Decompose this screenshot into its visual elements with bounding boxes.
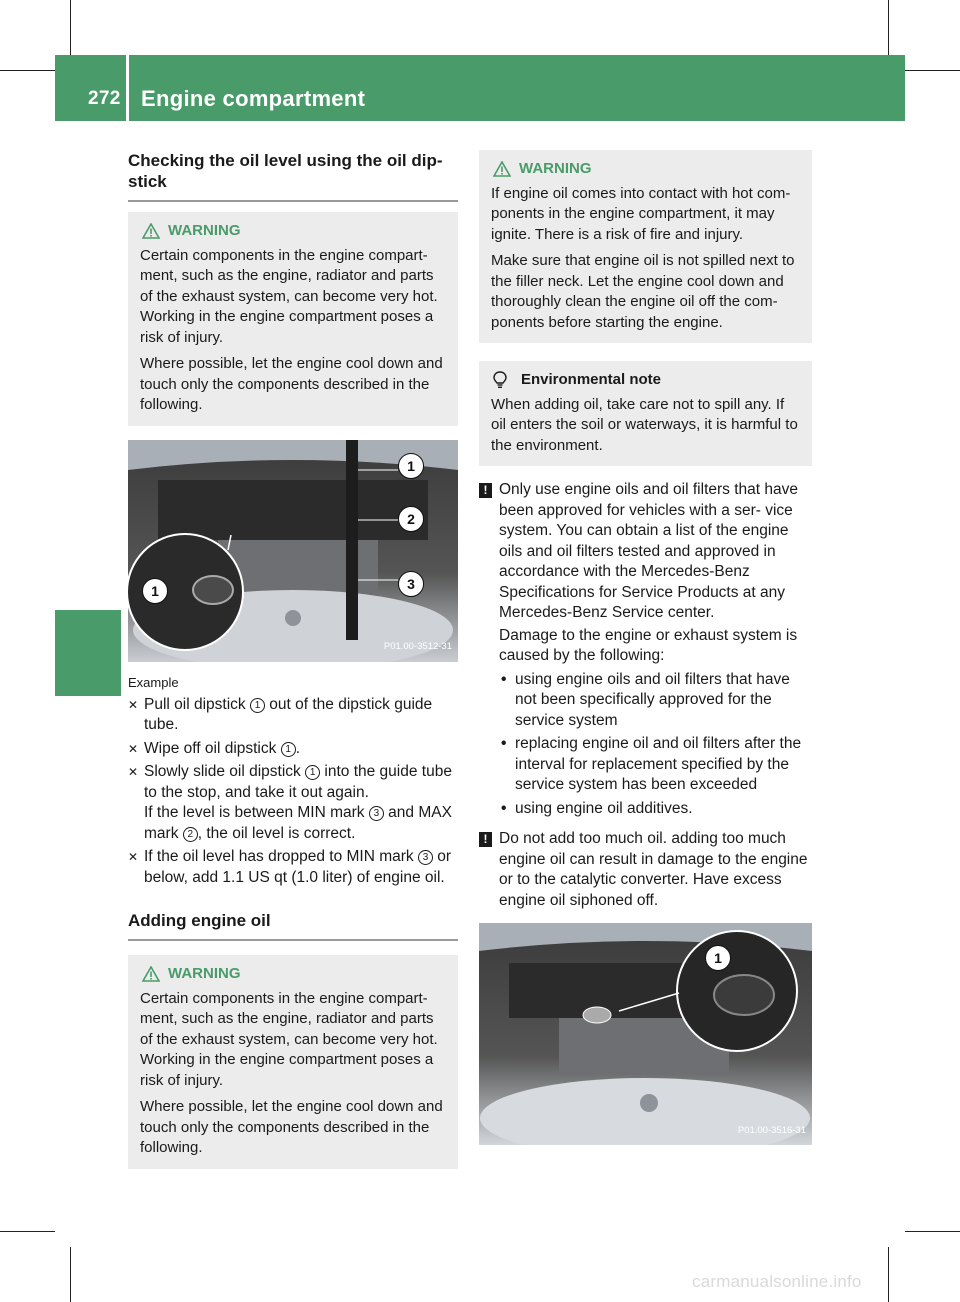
page-number: 272 — [88, 88, 121, 109]
crop-mark — [0, 1231, 55, 1232]
callout-1: 1 — [398, 453, 424, 479]
crop-mark — [70, 1247, 71, 1302]
right-column — [479, 150, 812, 1145]
list-item: • using engine oil additives. — [499, 799, 812, 820]
list-item: • using engine oils and oil filters that have not been specifically approved for the service system — [499, 670, 812, 732]
engine-illustration — [479, 923, 812, 1145]
side-tab — [55, 610, 121, 696]
photo-code: P01.00-3516-31 — [737, 1124, 806, 1136]
crop-mark — [888, 0, 889, 55]
ref-marker: 1 — [281, 742, 296, 757]
warning-header — [142, 964, 448, 985]
environment-note-text: When adding oil, take care not to spill any. If oil enters the soil or waterways, it is harmful to the environment. — [491, 395, 798, 454]
warning-label: WARNING — [168, 965, 241, 982]
warning-label: WARNING — [519, 160, 592, 177]
notice-item: ! Do not add too much oil. adding too much engine oil can result in damage to the engine or to the catalytic converter. Have excess engine oil siphoned off. — [479, 829, 812, 911]
callout-2: 2 — [398, 506, 424, 532]
crop-mark — [70, 0, 71, 55]
warning-text: Where possible, let the engine cool down and touch only the components described in the following. — [140, 355, 443, 413]
instruction-step: ✕ Slowly slide oil dipstick 1 into the guide tube to the stop, and take it out again. If the level is between MIN mark 3 and MAX mark 2 , the oil level is correct. — [128, 762, 458, 844]
warning-triangle-icon — [493, 161, 511, 177]
instruction-step: ✕ Pull oil dipstick 1 out of the dipstick guide tube. — [128, 695, 458, 736]
notice-icon: ! — [479, 832, 492, 847]
instruction-step: ✕ Wipe off oil dipstick 1 . — [128, 739, 458, 760]
warning-text: Certain components in the engine compart- ment, such as the engine, radiator and parts of the exhaust system, can become very hot. Working in the engine compartment poses a risk of injury. — [140, 989, 438, 1089]
warning-box — [128, 955, 458, 1169]
engine-photo-oil-filler — [479, 923, 812, 1145]
photo-caption: Example — [128, 674, 179, 690]
ref-marker: 1 — [250, 698, 265, 713]
side-section-title: Maintenance and care — [74, 282, 99, 518]
watermark: carmanualsonline.info — [692, 1272, 862, 1291]
warning-header — [493, 159, 802, 180]
crop-mark — [0, 70, 55, 71]
warning-header — [142, 221, 448, 242]
callout-1-inset: 1 — [142, 578, 168, 604]
warning-triangle-icon — [142, 966, 160, 982]
ref-marker: 2 — [183, 827, 198, 842]
ref-marker: 1 — [305, 765, 320, 780]
warning-box — [479, 150, 812, 343]
section-title-adding: Adding engine oil — [128, 910, 458, 941]
warning-text: Make sure that engine oil is not spilled next to the filler neck. Let the engine cool down and thoroughly clean the engine oil off the com- ponents before starting the engine. — [491, 252, 795, 331]
ref-marker: 3 — [418, 850, 433, 865]
environment-note-box — [479, 361, 812, 466]
warning-text: Certain components in the engine compart- ment, such as the engine, radiator and parts of the exhaust system, can become very hot. Working in the engine compartment poses a risk of injury. — [140, 246, 438, 346]
level-check-text: If the level is between MIN mark 3 and MAX mark 2 , the oil level is correct. — [144, 804, 452, 842]
header-separator — [126, 55, 129, 121]
warning-triangle-icon — [142, 223, 160, 239]
instruction-step: ✕ If the oil level has dropped to MIN mark 3 or below, add 1.1 US qt (1.0 liter) of engine oil. — [128, 847, 458, 888]
crop-mark — [905, 1231, 960, 1232]
engine-photo-dipstick — [128, 440, 458, 662]
left-column — [128, 150, 458, 1169]
environment-note-header — [493, 370, 802, 391]
section-title-checking: Checking the oil level using the oil dip- stick — [128, 150, 458, 202]
crop-mark — [905, 70, 960, 71]
ref-marker: 3 — [369, 806, 384, 821]
notice-icon: ! — [479, 483, 492, 498]
warning-box — [128, 212, 458, 426]
list-item: • replacing engine oil and oil filters after the interval for replacement specified by the service system has been exceeded — [499, 734, 812, 796]
environment-note-label: Environmental note — [521, 371, 662, 388]
warning-text: If engine oil comes into contact with hot com- ponents in the engine compartment, it may ignite. There is a risk of fire and injury. — [491, 184, 791, 243]
chapter-title: Engine compartment — [141, 86, 366, 111]
warning-text: Where possible, let the engine cool down and touch only the components described in the following. — [140, 1098, 443, 1156]
crop-mark — [888, 1247, 889, 1302]
lightbulb-icon — [493, 371, 507, 389]
callout-1: 1 — [705, 945, 731, 971]
callout-3: 3 — [398, 571, 424, 597]
notice-item: ! Only use engine oils and oil filters that have been approved for vehicles with a ser- vice system. You can obtain a list of the engine oils and oil filters tested and approved in accordance with the Mercedes-Benz Specifications for Service Products at any Mercedes-Benz Service center. Damage to the engine or exhaust system is caused by the following: • using engine oils and oil filters that have not been specifically approved for the service system • replacing engine oil and oil filters after the interval for replacement specified by the service system has been exceeded • using engine oil additives. — [479, 480, 812, 819]
notice-subtext: Damage to the engine or exhaust system is caused by the following: — [499, 626, 798, 664]
photo-code: P01.00-3512-31 — [383, 641, 452, 652]
warning-label: WARNING — [168, 222, 241, 239]
